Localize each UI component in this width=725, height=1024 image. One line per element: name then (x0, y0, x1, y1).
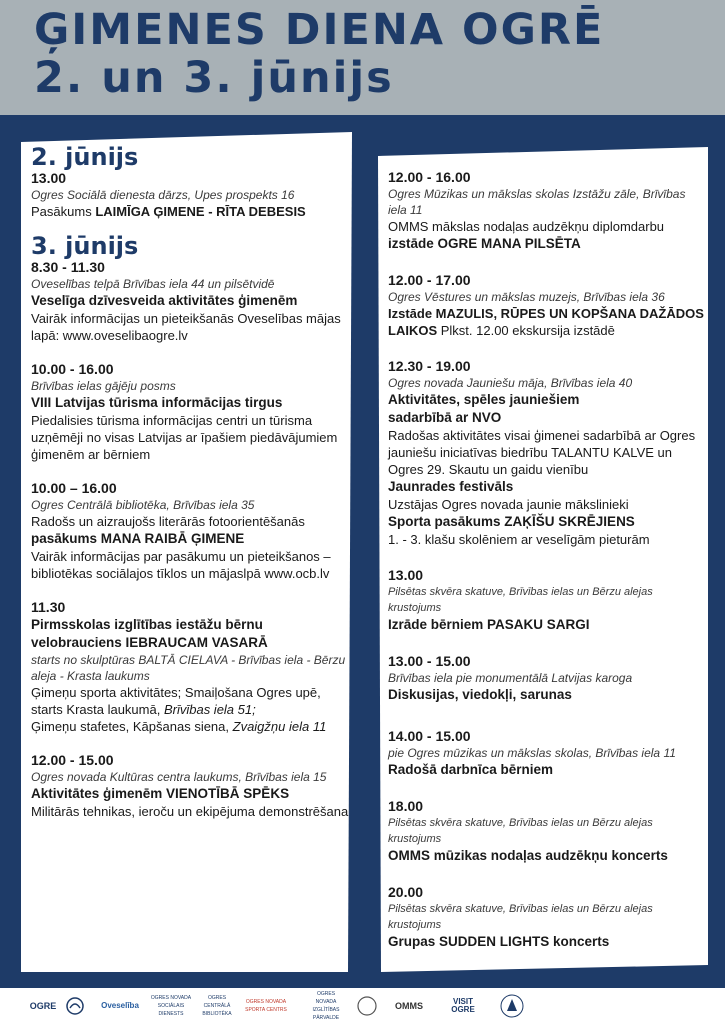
event-time: 12.00 - 17.00 (388, 272, 471, 288)
logo-seal-icon (497, 994, 527, 1018)
event-title-line (31, 203, 349, 220)
left-column (31, 144, 349, 837)
event-time: 18.00 (388, 798, 424, 814)
event-place: Ogres Centrālā bibliotēka, Brīvības iela 35 (31, 498, 255, 512)
logo-visit-ogre: VISIT OGRE (451, 997, 475, 1014)
event-description: 1. - 3. klašu skolēniem ar veselīgām pieturām (388, 532, 650, 547)
title-line-2: 2. un 3. jūnijs (34, 53, 394, 103)
event-time: 13.00 (388, 567, 424, 583)
event-description: Radošas aktivitātes visai ģimenei sadarbībā ar Ogres jauniešu iniciatīvas biedrību TALANTU KALVE un Ogres 29. Skautu un gaidu vienību (388, 428, 696, 477)
event-description: Piedalisies tūrisma informācijas centri un tūrisma uzņēmēji no visas Latvijas ar īpašiem piedāvājumiem ģimenēm ar bērniem (31, 413, 338, 462)
event-place: Pilsētas skvēra skatuve, Brīvības ielas un Bērzu alejas krustojums (388, 903, 653, 931)
event-time: 8.30 - 11.30 (31, 259, 105, 275)
event-time: 12.30 - 19.00 (388, 358, 471, 374)
logo-circle-icon (354, 994, 380, 1018)
event-place: Ogres novada Jauniešu māja, Brīvības iela 40 (388, 376, 633, 390)
event-detail: Ģimeņu stafetes, Kāpšanas siena, (31, 719, 233, 734)
logo-ogre: OGRE (29, 1001, 57, 1011)
day-heading-june-2: 2. jūnijs (31, 143, 139, 171)
event-description: Uzstājas Ogres novada jaunie mākslinieki (388, 497, 629, 512)
event-time: 13.00 (31, 170, 67, 186)
event-izstade-mazulis (388, 272, 706, 339)
logo-emblem-icon (64, 994, 86, 1018)
event-diskusijas (388, 653, 706, 704)
event-sudden-lights (388, 884, 706, 951)
title-line-1: ĢIMENES DIENA OGRĒ (34, 5, 605, 55)
event-description (31, 684, 349, 718)
event-description (31, 718, 349, 735)
event-title: Izstāde MAZULIS, RŪPES UN KOPŠANA DAŽĀDOS LAIKOS (388, 306, 704, 338)
event-radosa-darbnica (388, 728, 706, 779)
logo-socialais-dienests: OGRES NOVADA SOCIĀLAIS DIENESTS (150, 995, 192, 1017)
event-omms-koncerts (388, 798, 706, 865)
logo-izglitibas-parvalde: OGRES NOVADA IZGLĪTĪBAS PĀRVALDE (312, 991, 340, 1021)
event-place: Pilsētas skvēra skatuve, Brīvības ielas un Bērzu alejas krustojums (388, 817, 653, 845)
event-place: Ogres Vēstures un mākslas muzejs, Brīvības iela 36 (388, 290, 665, 304)
event-subtitle: Jaunrades festivāls (388, 479, 514, 494)
event-title: Diskusijas, viedokļi, sarunas (388, 687, 572, 702)
event-prefix: Pasākums (31, 204, 96, 219)
event-place: Ogres Sociālā dienesta dārzs, Upes prospekts 16 (31, 188, 295, 202)
logo-biblioteka: OGRES CENTRĀLĀ BIBLIOTĒKA (202, 995, 232, 1017)
event-place: Ogres novada Kultūras centra laukums, Brīvības iela 15 (31, 770, 327, 784)
event-detail: Ģimeņu sporta aktivitātes; Smaiļošana Ogres upē, starts Krasta laukumā, (31, 685, 321, 717)
event-mana-raiba-gimene (31, 480, 349, 582)
event-turisma-tirgus (31, 361, 349, 463)
event-time: 20.00 (388, 884, 424, 900)
event-jauniesu-aktivitates (388, 358, 706, 548)
event-title: pasākums MANA RAIBĀ ĢIMENE (31, 531, 245, 546)
event-laimiga-gimene (31, 170, 349, 220)
event-place: Brīvības ielas gājēju posms (31, 379, 176, 393)
event-title: Veselīga dzīvesveida aktivitātes ģimenēm (31, 293, 298, 308)
event-time: 12.00 - 15.00 (31, 752, 114, 768)
day-heading-june-3: 3. jūnijs (31, 232, 139, 260)
event-detail-place: Zvaigžņu iela 11 (232, 719, 327, 734)
event-title: Grupas SUDDEN LIGHTS koncerts (388, 934, 610, 949)
event-veseliga-dzivesveida (31, 259, 349, 344)
event-name: LAIMĪGA ĢIMENE - RĪTA DEBESIS (95, 204, 306, 219)
logo-omms: OMMS (395, 1001, 423, 1011)
logo-oveseliba: Oveselība (101, 1001, 139, 1010)
event-title-line (388, 305, 706, 339)
event-title: Izrāde bērniem PASAKU SARGI (388, 617, 590, 632)
event-title: Pirmsskolas izglītības iestāžu bērnu velobrauciens IEBRAUCAM VASARĀ (31, 617, 268, 650)
event-title: Aktivitātes ģimenēm VIENOTĪBĀ SPĒKS (31, 786, 290, 801)
year-label: 2023 (32, 928, 94, 958)
event-time: 14.00 - 15.00 (388, 728, 471, 744)
event-description: Vairāk informācijas un pieteikšanās Oveselības mājas lapā: www.oveselibaogre.lv (31, 311, 341, 343)
event-time: 10.00 – 16.00 (31, 480, 117, 496)
event-note: Plkst. 12.00 ekskursija izstādē (437, 323, 615, 338)
event-izstade-ogre (388, 169, 706, 253)
event-subtitle: Sporta pasākums ZAĶĪŠU SKRĒJIENS (388, 514, 635, 529)
event-description: OMMS mākslas nodaļas audzēkņu diplomdarbu (388, 219, 665, 234)
event-place: Oveselības telpā Brīvības iela 44 un pilsētvidē (31, 277, 275, 291)
event-time: 10.00 - 16.00 (31, 361, 114, 377)
event-place: Brīvības iela pie monumentālā Latvijas karoga (388, 671, 633, 685)
event-title: OMMS mūzikas nodaļas audzēkņu koncerts (388, 848, 668, 863)
event-time: 13.00 - 15.00 (388, 653, 471, 669)
event-title: VIII Latvijas tūrisma informācijas tirgus (31, 395, 283, 410)
event-place: Ogres Mūzikas un mākslas skolas Izstāžu zāle, Brīvības iela 11 (388, 187, 686, 217)
event-description: Radošs un aizraujošs literārās fotoorientēšanās (31, 514, 305, 529)
logo-sporta-centrs: OGRES NOVADA SPORTA CENTRS (245, 999, 287, 1013)
event-place: starts no skulptūras BALTĀ CIELAVA - Brīvības iela - Bērzu aleja - Krasta laukums (31, 653, 346, 683)
event-time: 11.30 (31, 599, 66, 615)
event-place: Pilsētas skvēra skatuve, Brīvības ielas un Bērzu alejas krustojums (388, 586, 653, 614)
event-title: Aktivitātes, spēles jauniešiem sadarbībā ar NVO (388, 392, 580, 425)
event-time: 12.00 - 16.00 (388, 169, 471, 185)
event-pasaku-sargi (388, 567, 706, 634)
event-title: izstāde OGRE MANA PILSĒTA (388, 236, 581, 251)
event-description: Militārās tehnikas, ieroču un ekipējuma demonstrēšana (31, 804, 349, 819)
event-title: Radošā darbnīca bērniem (388, 762, 554, 777)
event-description: Vairāk informācijas par pasākumu un pieteikšanos – bibliotēkas sociālajos tīklos un mājaslpā www.ocb.lv (31, 549, 331, 581)
event-vienotiba-speks (31, 752, 349, 820)
right-column (388, 169, 706, 968)
event-place: pie Ogres mūzikas un mākslas skolas, Brīvības iela 11 (388, 746, 676, 760)
event-detail-place: Brīvības iela 51; (163, 702, 256, 717)
sponsor-logos (0, 988, 725, 1024)
event-velobrauciens (31, 599, 349, 735)
